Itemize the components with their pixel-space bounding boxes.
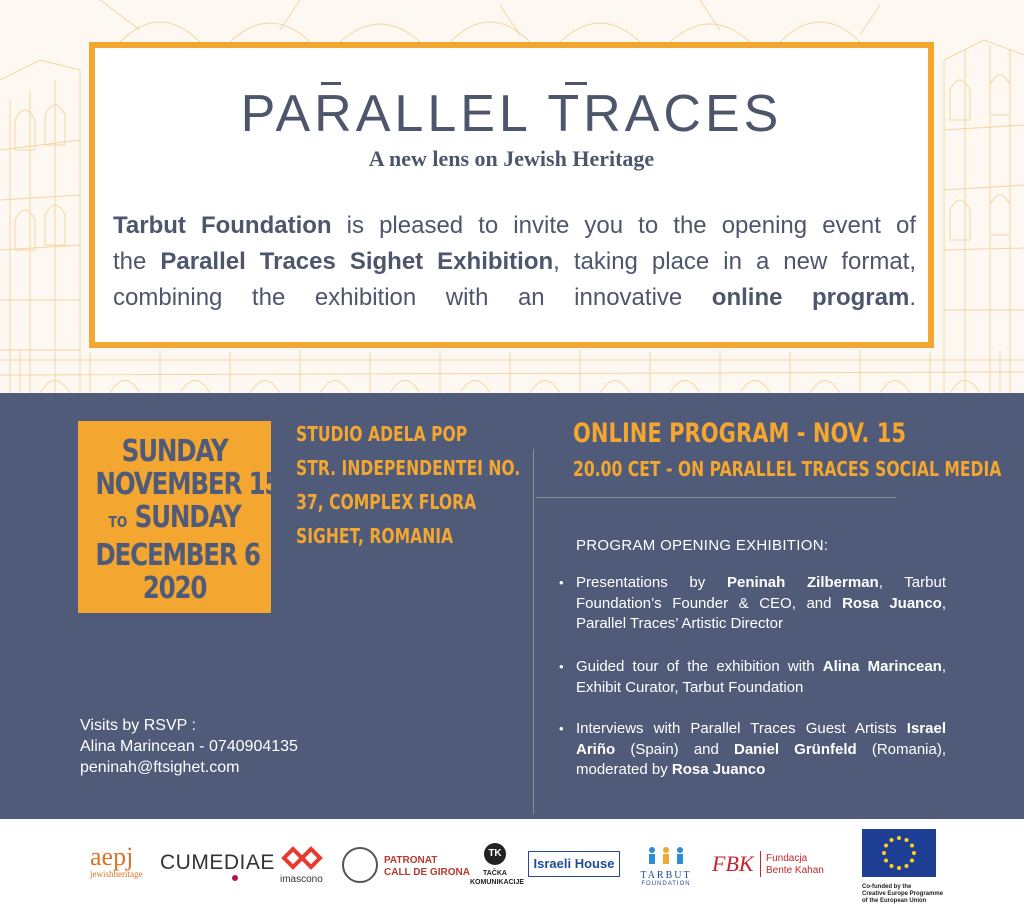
- eu-logo: [862, 829, 943, 905]
- venue-address: [296, 417, 520, 553]
- fbk-name: [766, 853, 824, 877]
- tacka-logo: [470, 843, 525, 887]
- program-text: , Tarbut Foundation’s Founder & CEO, and: [576, 574, 946, 612]
- aepj-logo: [90, 842, 143, 879]
- eu-star-icon: [910, 844, 914, 848]
- tarbut-figures-icon: [644, 845, 688, 865]
- program-item: [559, 657, 946, 698]
- person-name: Peninah Zilberman: [726, 574, 879, 591]
- tarbut-subtext: FOUNDATION: [641, 881, 691, 887]
- date-line: SUNDAY: [121, 434, 228, 469]
- fbk-line: Bente Kahan: [766, 865, 824, 876]
- details-band: [0, 393, 1024, 819]
- venue-line: STUDIO ADELA POP: [296, 422, 468, 446]
- eu-caption: [862, 884, 943, 905]
- date-box: [78, 421, 281, 613]
- eu-line: Co-funded by the: [862, 884, 912, 890]
- horizontal-divider: [536, 497, 896, 498]
- eu-star-icon: [884, 859, 888, 863]
- bullet-icon: •: [559, 575, 564, 590]
- cumediae-dot-icon: [232, 875, 238, 881]
- bullet-icon: •: [559, 721, 564, 736]
- invitation-line-1: [113, 208, 916, 244]
- tarbut-wordmark: TARBUT: [640, 870, 692, 881]
- bullet-icon: •: [559, 659, 564, 674]
- eu-star-icon: [910, 859, 914, 863]
- patronat-logo: [384, 855, 470, 879]
- program-text: (Spain) and: [615, 740, 734, 758]
- online-program-title: ONLINE PROGRAM - NOV. 15: [573, 418, 907, 449]
- program-item: [559, 573, 946, 635]
- invitation-fragment: combining the exhibition with an innovative: [113, 284, 712, 311]
- date-line: DECEMBER 6: [95, 538, 260, 573]
- imascono-wordmark: imascono: [280, 874, 323, 885]
- program-text: Guided tour of the exhibition with: [576, 658, 823, 675]
- program-text: (Romania), moderated by: [576, 740, 947, 778]
- aepj-wordmark: aepj: [90, 842, 134, 871]
- invitation-fragment: the: [113, 248, 161, 275]
- imascono-mark-icon: [280, 845, 324, 871]
- program-text: , Exhibit Curator, Tarbut Foundation: [576, 658, 946, 696]
- venue-line: SIGHET, ROMANIA: [296, 524, 454, 548]
- patronat-line: PATRONAT: [384, 855, 438, 866]
- tacka-line: TAČKA: [483, 870, 507, 877]
- title-overline: [321, 82, 341, 85]
- person-name: Rosa Juanco: [671, 761, 766, 778]
- eu-star-icon: [897, 836, 901, 840]
- fbk-divider: [760, 851, 761, 877]
- invitation-fragment: , taking place in a new format,: [553, 248, 917, 275]
- eu-star-icon: [897, 866, 901, 870]
- program-text: , Parallel Traces’ Artistic Director: [576, 594, 946, 632]
- title-text: PARALLEL TRACES: [240, 85, 783, 143]
- eu-star-icon: [882, 851, 886, 855]
- patronat-seal-icon: [342, 847, 378, 883]
- rsvp-info: [80, 715, 298, 778]
- online-program-emphasis: online program: [711, 284, 910, 311]
- eu-star-icon: [912, 851, 916, 855]
- subtitle: A new lens on Jewish Heritage: [368, 146, 655, 171]
- program-heading: PROGRAM OPENING EXHIBITION:: [576, 537, 829, 554]
- eu-line: of the European Union: [862, 898, 927, 904]
- invitation-line-2: [113, 244, 916, 280]
- tacka-mark-icon: TK: [484, 843, 506, 865]
- date-year: 2020: [142, 571, 207, 606]
- exhibition-name: Parallel Traces Sighet Exhibition: [160, 248, 554, 275]
- rsvp-heading: Visits by RSVP :: [80, 717, 196, 734]
- date-line: NOVEMBER 15: [95, 467, 281, 502]
- person-name: Israel Ariño: [576, 720, 946, 758]
- person-name: Alina Marincean: [822, 658, 942, 675]
- eu-flag-icon: [862, 829, 936, 877]
- program-text: Presentations by: [576, 574, 727, 591]
- eu-line: Creative Europe Programme: [862, 891, 944, 897]
- cumediae-logo: CUMEDIAE: [160, 851, 275, 874]
- page-title: [95, 85, 928, 143]
- venue-line: STR. INDEPENDENTEI NO.: [296, 456, 521, 480]
- org-name: Tarbut Foundation: [113, 212, 332, 239]
- eu-star-icon: [905, 864, 909, 868]
- vertical-divider: [533, 449, 534, 814]
- invitation-line-3: [113, 280, 916, 316]
- title-overline: [565, 82, 587, 85]
- eu-star-icon: [890, 864, 894, 868]
- person-name: Daniel Grünfeld: [734, 740, 857, 758]
- venue-line: 37, COMPLEX FLORA: [296, 490, 477, 514]
- date-to: TO: [108, 513, 128, 531]
- date-fragment: SUNDAY: [134, 500, 241, 535]
- date-line: [95, 501, 253, 539]
- eu-star-icon: [884, 844, 888, 848]
- rsvp-contact: Alina Marincean - 0740904135: [80, 738, 298, 755]
- invitation-fragment: is pleased to invite you to the opening event of: [331, 212, 916, 239]
- rsvp-email[interactable]: peninah@ftsighet.com: [80, 759, 240, 776]
- person-name: Rosa Juanco: [842, 594, 942, 612]
- eu-star-icon: [890, 838, 894, 842]
- imascono-logo: [280, 845, 324, 885]
- patronat-line: CALL DE GIRONA: [384, 867, 470, 878]
- eu-star-icon: [905, 838, 909, 842]
- fbk-line: Fundacja: [766, 853, 808, 864]
- aepj-subtext: jewishheritage: [90, 869, 143, 879]
- fbk-logo: FBK: [712, 851, 754, 876]
- program-text: Interviews with Parallel Traces Guest Artists: [576, 720, 907, 737]
- tarbut-logo: [634, 845, 698, 887]
- sponsor-logos: [0, 819, 1024, 911]
- invitation-fragment: .: [909, 284, 916, 311]
- program-item: [559, 719, 947, 781]
- header-band: [0, 0, 1024, 393]
- invitation-text: [113, 208, 916, 316]
- tacka-line: KOMUNIKACIJE: [470, 879, 525, 886]
- israeli-house-logo: Israeli House: [528, 851, 620, 877]
- invitation-box: [89, 42, 934, 348]
- online-program-subtitle: 20.00 CET - ON PARALLEL TRACES SOCIAL MEDIA: [573, 457, 1002, 481]
